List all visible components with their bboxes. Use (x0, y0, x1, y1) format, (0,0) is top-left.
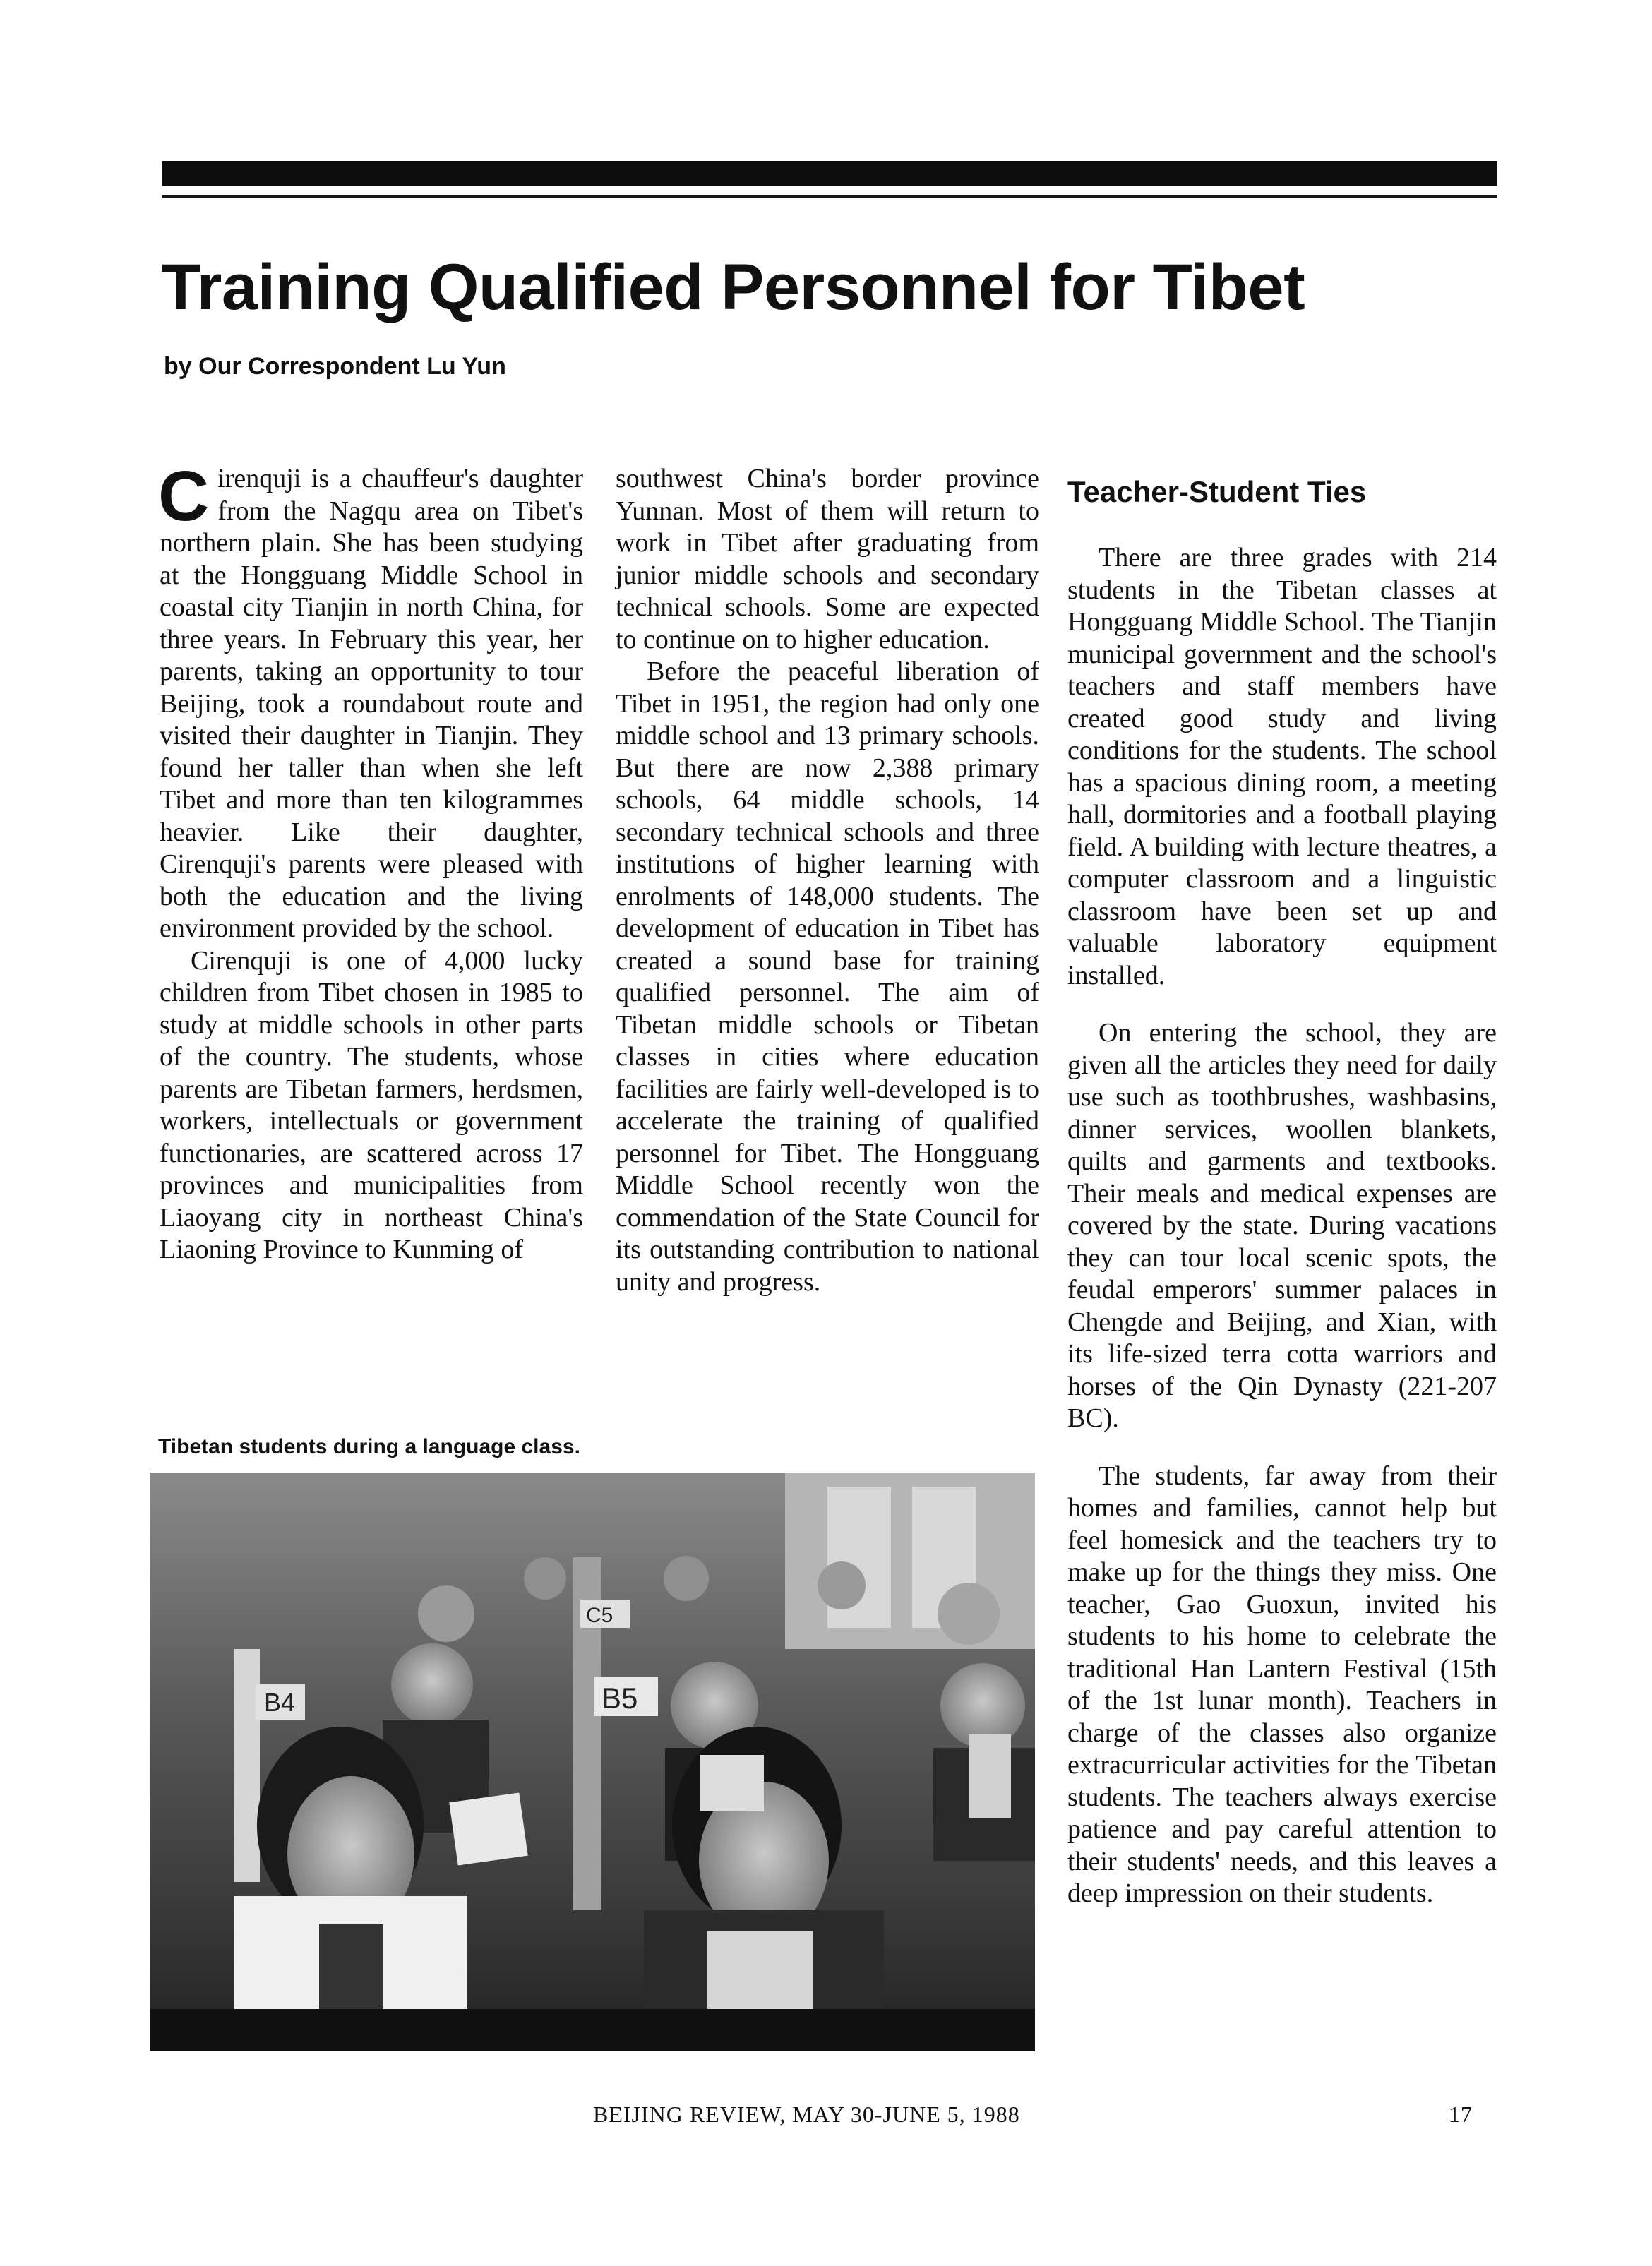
column-2 (616, 463, 1039, 1298)
photo-caption: Tibetan students during a language class. (158, 1435, 580, 1458)
classroom-photo (150, 1473, 1035, 2051)
page-number: 17 (1449, 2102, 1473, 2127)
drop-cap: C (158, 457, 210, 536)
paragraph: The students, far away from their homes and families, cannot help but feel homesick and the teachers try to make up for the things they miss. One teacher, Gao Guoxun, invited his students to his home to celebrate the traditional Han Lantern Festival (15th of the 1st lunar month). Teachers in charge of the classes also organize extracurricular activities for the Tibetan students. The teachers always exercise patience and pay careful attention to their students' needs, and this leaves a deep impression on their students. (1067, 1461, 1497, 1908)
article-title: Training Qualified Personnel for Tibet (161, 251, 1305, 323)
byline: by Our Correspondent Lu Yun (164, 353, 506, 380)
header-rule (162, 195, 1497, 198)
paragraph: There are three grades with 214 students in the Tibetan classes at Hongguang Middle School. The Tianjin municipal government and the school's teachers and staff members have created good study and living conditions for the students. The school has a spacious dining room, a meeting hall, dormitories and a football playing field. A building with lecture theatres, a computer classroom and a linguistic classroom have been set up and valuable laboratory equipment installed. (1067, 543, 1497, 990)
booth-label: B4 (264, 1688, 296, 1717)
paragraph (158, 457, 583, 945)
paragraph: Before the peaceful liberation of Tibet in 1951, the region had only one middle school and 13 primary schools. But there are now 2,388 primary schools, 64 middle schools, 14 secondary technical schools and three institutions of higher learning with enrolments of 148,000 students. The development of education in Tibet has created a sound base for training qualified personnel. The aim of Tibetan middle schools or Tibetan classes in cities where education facilities are fairly well-developed is to accelerate the training of qualified personnel for Tibet. The Hongguang Middle School recently won the commendation of the State Council for its outstanding contribution to national unity and progress. (616, 657, 1039, 1297)
column-1 (158, 457, 583, 1266)
column-3 (1067, 474, 1497, 1936)
paragraph: Cirenquji is one of 4,000 lucky children from Tibet chosen in 1985 to study at middle schools in other parts of the country. The students, whose parents are Tibetan farmers, herdsmen, workers, intellectuals or government functionaries, are scattered across 17 provinces and municipalities from Liaoyang city in northeast China's Liaoning Province to Kunming of (160, 945, 583, 1264)
booth-label: B5 (601, 1681, 638, 1715)
header-bar (162, 161, 1497, 186)
paragraph-text: irenquji is a chauffeur's daughter from the Nagqu area on Tibet's northern plain. She has been studying at the Hongguang Middle School in coastal city Tianjin in north China, for three years. In February this year, her parents, taking an opportunity to tour Beijing, took a roundabout route and visited their daughter in Tianjin. They found her taller than when she left Tibet and more than ten kilogrammes heavier. Like their daughter, Cirenquji's parents were pleased with both the education and the living environment provided by the school. (160, 464, 583, 943)
paragraph: On entering the school, they are given all the articles they need for daily use such as toothbrushes, washbasins, dinner services, woollen blankets, quilts and garments and textbooks. Their meals and medical expenses are covered by the state. During vacations they can tour local scenic spots, the feudal emperors' summer palaces in Chengde and Beijing, and Xian, with its life-sized terra cotta warriors and horses of the Qin Dynasty (221-207 BC). (1067, 1018, 1497, 1433)
booth-label: C5 (586, 1604, 613, 1627)
publication-footer: BEIJING REVIEW, MAY 30-JUNE 5, 1988 (593, 2102, 1020, 2127)
section-heading: Teacher-Student Ties (1067, 475, 1367, 508)
paragraph: southwest China's border province Yunnan. Most of them will return to work in Tibet after graduating from junior middle schools and secondary technical schools. Some are expected to continue on to higher education. (616, 464, 1039, 654)
photo-illustration (150, 1473, 1035, 2051)
